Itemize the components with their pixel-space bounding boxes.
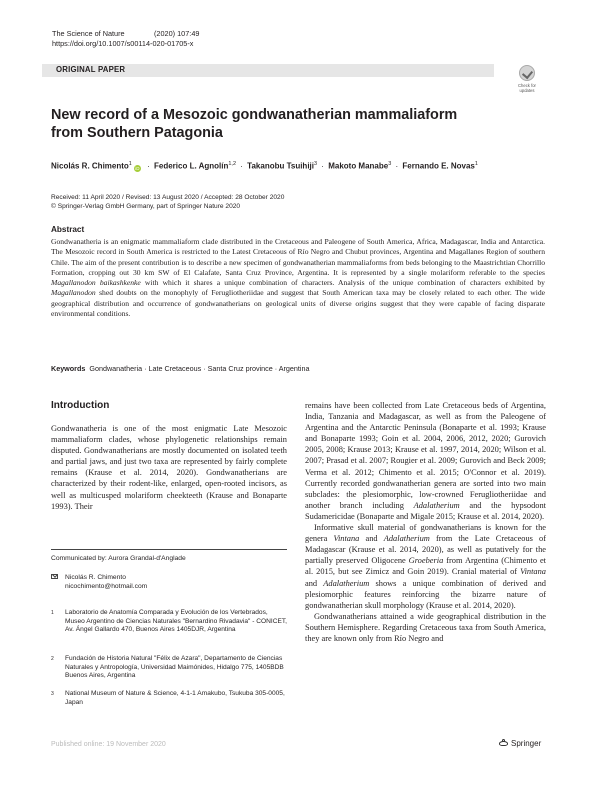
affiliation-text: Laboratorio de Anatomía Comparada y Evolución de los Vertebrados, Museo Argentino de Ciencias Naturales "Bernardino Rivadavia" - CONICET, Av. Ángel Gallardo 470, Buenos Aires 1405DJR, Argentina (65, 609, 288, 634)
author-list: Nicolás R. Chimento$^1$iD · Federico L. Agnolín$^{1,2}$ · Takanobu Tsuihiji$^3$ · Makoto Manabe$^3$ · Fernando E. Novas$^1$ (51, 161, 478, 171)
affiliation (51, 690, 287, 707)
corresponding-author (51, 573, 147, 591)
abstract-part: with which it shares a unique combination of characters. Analysis of the unique combination of characters exhibited by (144, 278, 545, 288)
paragraph: Gondwanatherians attained a wide geographical distribution in the Southern Hemisphere. Regarding Cretaceous taxa from South America, they are known only from Río Negro and (305, 611, 546, 643)
introduction-heading: Introduction (51, 400, 110, 411)
abstract-part: shed doubts on the monophyly of Ferugliotheriidae and suggest that South American taxa may be closely related to each other. The wide geographical distribution and occurrence of gondwanatherians on geological units of diverse origins suggest that they were capable of facing disparate environmental conditions. (51, 288, 545, 319)
citation: (2020) 107:49 (154, 29, 200, 38)
author-affiliation-ref: 3 (388, 161, 392, 167)
article-type-bar (42, 64, 494, 77)
abstract-heading: Abstract (51, 225, 85, 234)
affiliation-number: 1 (51, 610, 54, 616)
affiliation-text: National Museum of Nature & Science, 4-1-1 Amakubo, Tsukuba 305-0005, Japan (65, 690, 285, 706)
corresponding-name: Nicolás R. Chimento (65, 574, 126, 581)
affiliation-number: 2 (51, 656, 54, 662)
genus-name: Groeberia (408, 556, 444, 566)
abstract-part: Gondwanatheria is an enigmatic mammaliaform clade distributed in the Cretaceous and Paleogene of South America, Africa, Madagascar, India and Antarctica. The Mesozoic record in South America is restricted to the Latest Cretaceous of Río Negro and Chubut provinces, Argentina and Magallanes Region of southern Chile. The aim of the present contribution is to describe a new specimen of gondwanatherian mammaliaforms from beds belonging to the Maastrichtian Chorrillo Formation, cropping out 30 km SW of El Calafate, Santa Cruz Province, Argentina. It is represented by a single molariform referable to the species (51, 237, 545, 277)
orcid-icon[interactable]: iD (135, 165, 140, 171)
author-affiliation-ref: 1 (128, 161, 132, 167)
doi-link[interactable]: https://doi.org/10.1007/s00114-020-01705-x (52, 39, 194, 48)
abstract-text (51, 237, 545, 319)
envelope-icon (51, 574, 58, 579)
corresponding-email[interactable]: nicochimento@hotmail.com (65, 583, 148, 590)
text-part: and (365, 534, 378, 544)
keywords-list: Gondwanatheria · Late Cretaceous · Santa Cruz province · Argentina (89, 364, 310, 373)
text-part: Informative skull material of gondwanatherians is known for the genera (305, 523, 546, 544)
author-affiliation-ref: 3 (314, 161, 318, 167)
keywords (51, 364, 310, 373)
author-name[interactable]: Federico L. Agnolín (154, 161, 229, 171)
paragraph (305, 522, 546, 611)
article-dates (51, 193, 284, 211)
intro-right-column (305, 400, 546, 644)
journal-name: The Science of Nature (52, 29, 125, 38)
text-part: shows a unique combination of derived and plesiomorphic features reinforcing the bizarre nature of gondwanatherian skull morphology (Krause et al. 2014, 2020). (305, 578, 546, 610)
genus-name: Vintana (520, 567, 546, 577)
author-name[interactable]: Makoto Manabe (328, 161, 389, 171)
author-name[interactable]: Fernando E. Novas (402, 161, 475, 171)
genus-name: Adalatherium (383, 534, 430, 544)
text-part: from Argentina (Chimento et al. 2015, but see Zimicz and Goin 2019). Cranial material of (305, 556, 547, 577)
published-online: Published online: 19 November 2020 (51, 741, 166, 748)
author-name[interactable]: Nicolás R. Chimento (51, 161, 129, 171)
intro-left-column: Gondwanatheria is one of the most enigmatic Late Mesozoic mammaliaform clades, whose phylogenetic relationships remain disputed. Gondwanatherians are mostly documented on isolated teeth and partial jaws, and just two taxa are represented by fairly complete remains (Krause et al. 2014, 2020). Gondwanatherians are characterized by their rodent-like, enlarged, open-rooted incisors, as well as multicusped molariform cheekteeth (Krause and Bonaparte 1993). Their (51, 424, 287, 511)
affiliation (51, 655, 287, 681)
affiliation-text: Fundación de Historia Natural "Félix de Azara", Departamento de Ciencias Naturales y Antropología, Universidad Maimónides, Hidalgo 775, 1405BDB Buenos Aires, Argentina (65, 655, 284, 680)
article-title: New record of a Mesozoic gondwanatherian mammaliaform from Southern Patagonia (51, 107, 458, 141)
species-name: Magallanodon baikashkenke (51, 278, 141, 288)
check-updates-icon (519, 65, 535, 81)
copyright: © Springer-Verlag GmbH Germany, part of Springer Nature 2020 (51, 203, 241, 210)
text-part: and (305, 578, 318, 588)
check-updates-line1: Check for (518, 83, 536, 88)
check-for-updates-button[interactable] (512, 65, 542, 97)
text-part: remains have been collected from Late Cretaceous beds of Argentina, India, Tanzania and Madagascar, as well as from the Paleogene of Argentina and the Antarctic Peninsula (Bonaparte et al. 1993; Krause and Bonaparte 1993; Goin et al. 2004, 2006, 2012, 2020; Gurovich 2005, 2008; Krause 2013; Krause et al. 1997, 2014, 2020; Wilson et al. 2007; Prasad et al. 2007; Rougier et al. 2009; Gurovich and Beck 2009; Verma et al. 2012; Chimento et al. 2015; O'Connor et al. 2019). Currently recorded gondwanatherian genera are sorted into two main subclades: the plesiomorphic, low-crowned Ferugliotheriidae and another branch including (305, 401, 546, 510)
genus-name: Adalatherium (323, 578, 370, 588)
check-updates-line2: updates (519, 88, 535, 93)
genus-name: Magallanodon (51, 288, 96, 298)
date-history: Received: 11 April 2020 / Revised: 13 August 2020 / Accepted: 28 October 2020 (51, 194, 285, 201)
genus-name: Adalatherium (413, 500, 460, 510)
springer-logo (499, 739, 541, 748)
author-affiliation-ref: 1 (474, 161, 478, 167)
genus-name: Vintana (333, 534, 360, 544)
affiliation (51, 609, 287, 635)
publisher-name: Springer (511, 739, 542, 748)
article-type: ORIGINAL PAPER (56, 65, 126, 74)
journal-header (52, 29, 200, 49)
communicated-by: Communicated by: Aurora Grandal-d'Anglade (51, 549, 287, 562)
paragraph (305, 400, 546, 522)
text-part: from the Late Cretaceous of Madagascar (Krause et al. 2014, 2020), as well as putatively for the partially preserved Oligocene (305, 534, 547, 566)
keywords-label: Keywords (51, 364, 86, 373)
text-part: and the hypsodont Sudamericidae (Bonaparte and Migale 2015; Krause et al. 2014, 2020). (305, 500, 546, 521)
author-affiliation-ref: 1,2 (228, 161, 237, 167)
affiliation-number: 3 (51, 691, 54, 697)
author-name[interactable]: Takanobu Tsuihiji (247, 161, 314, 171)
springer-horse-icon (499, 739, 509, 747)
